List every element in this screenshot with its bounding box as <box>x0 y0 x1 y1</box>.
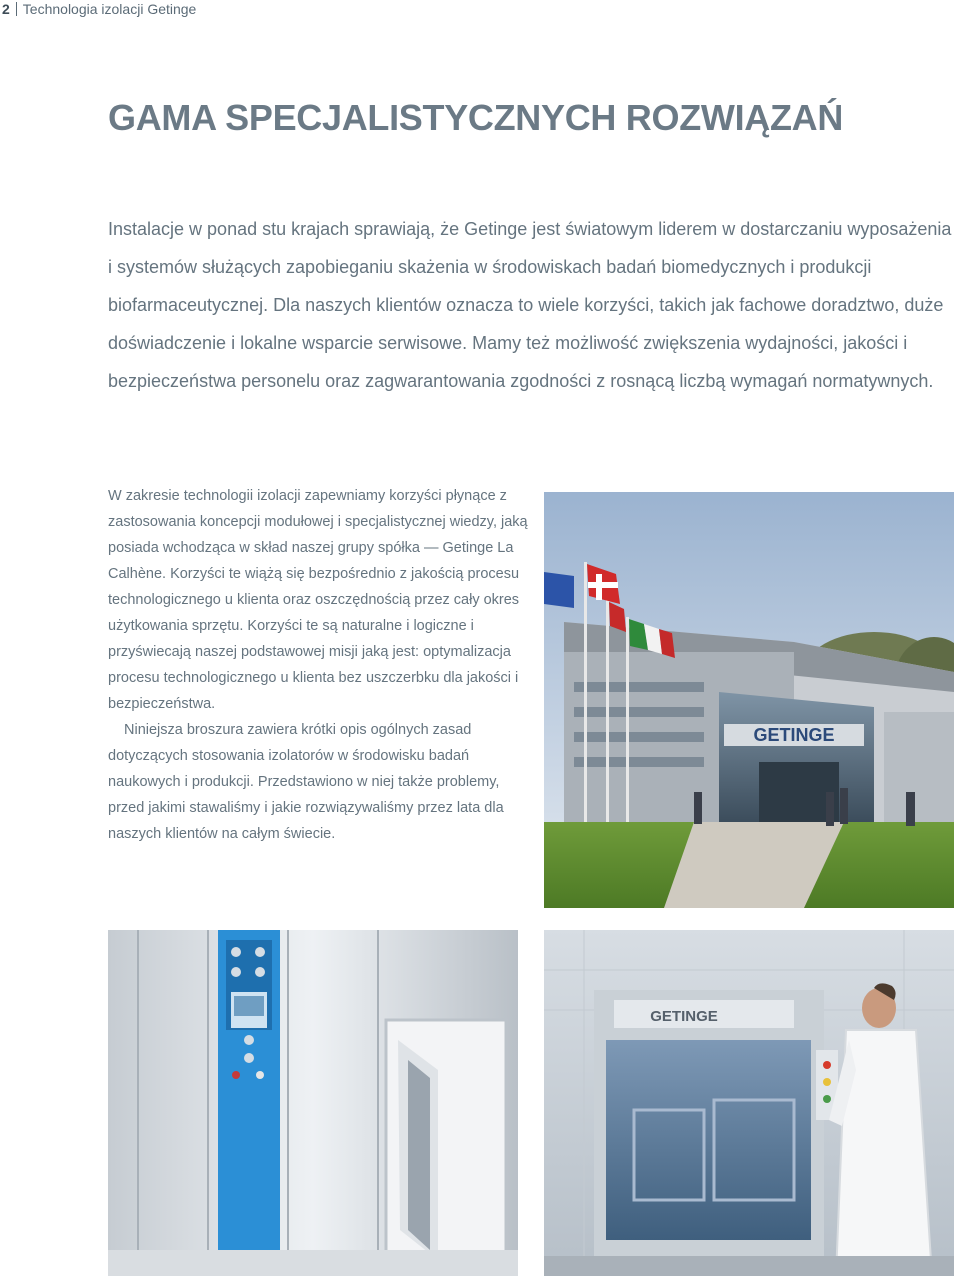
page-header <box>2 0 196 18</box>
page-number: 2 <box>2 1 10 17</box>
body-paragraph-1: W zakresie technologii izolacji zapewniamy korzyści płynące z zastosowania koncepcji modułowej i specjalistycznej wiedzy, jaką posiada wchodząca w skład naszej grupy spółka — Getinge La Calhène. Korzyści te wiążą się bezpośrednio z jakością procesu technologicznego u klienta oraz oszczędnością przez cały okres użytkowania sprzętu. Korzyści te są naturalne i logiczne i przyświecają naszej podstawowej misji jaką jest: optymalizacja procesu technologicznego u klienta bez uszczerbku dla jakości i bezpieczeństwa. <box>108 488 528 712</box>
intro-paragraph: Instalacje w ponad stu krajach sprawiają, że Getinge jest światowym liderem w dostarczaniu wyposażenia i systemów służących zapobieganiu skażenia w środowiskach badań biomedycznych i produkcji biofarmaceutycznej. Dla naszych klientów oznacza to wiele korzyści, takich jak fachowe doradztwo, duże doświadczenie i lokalne wsparcie serwisowe. Mamy też możliwość zwiększenia wydajności, jakości i bezpieczeństwa personelu oraz zagwarantowania zgodności z rosnącą liczbą wymagań normatywnych. <box>108 219 952 391</box>
body-paragraph-2: Niniejsza broszura zawiera krótki opis ogólnych zasad dotyczących stosowania izolatorów w środowisku badań naukowych i produkcji. Przedstawiono w niej także problemy, przed jakimi stawaliśmy i jakie rozwiązywaliśmy przez lata dla naszych klientów na całym świecie. <box>108 722 504 842</box>
page-title: GAMA SPECJALISTYCZNYCH ROZWIĄZAŃ <box>108 97 844 138</box>
building-sign-text: GETINGE <box>753 725 835 745</box>
body-text <box>108 483 528 847</box>
lab-sign-text: GETINGE <box>650 1008 718 1025</box>
header-divider <box>16 2 17 16</box>
getinge-building-photo <box>544 492 954 908</box>
isolator-control-panel-photo <box>108 930 518 1276</box>
lab-technician-photo <box>544 930 954 1276</box>
section-title: Technologia izolacji Getinge <box>22 1 197 17</box>
